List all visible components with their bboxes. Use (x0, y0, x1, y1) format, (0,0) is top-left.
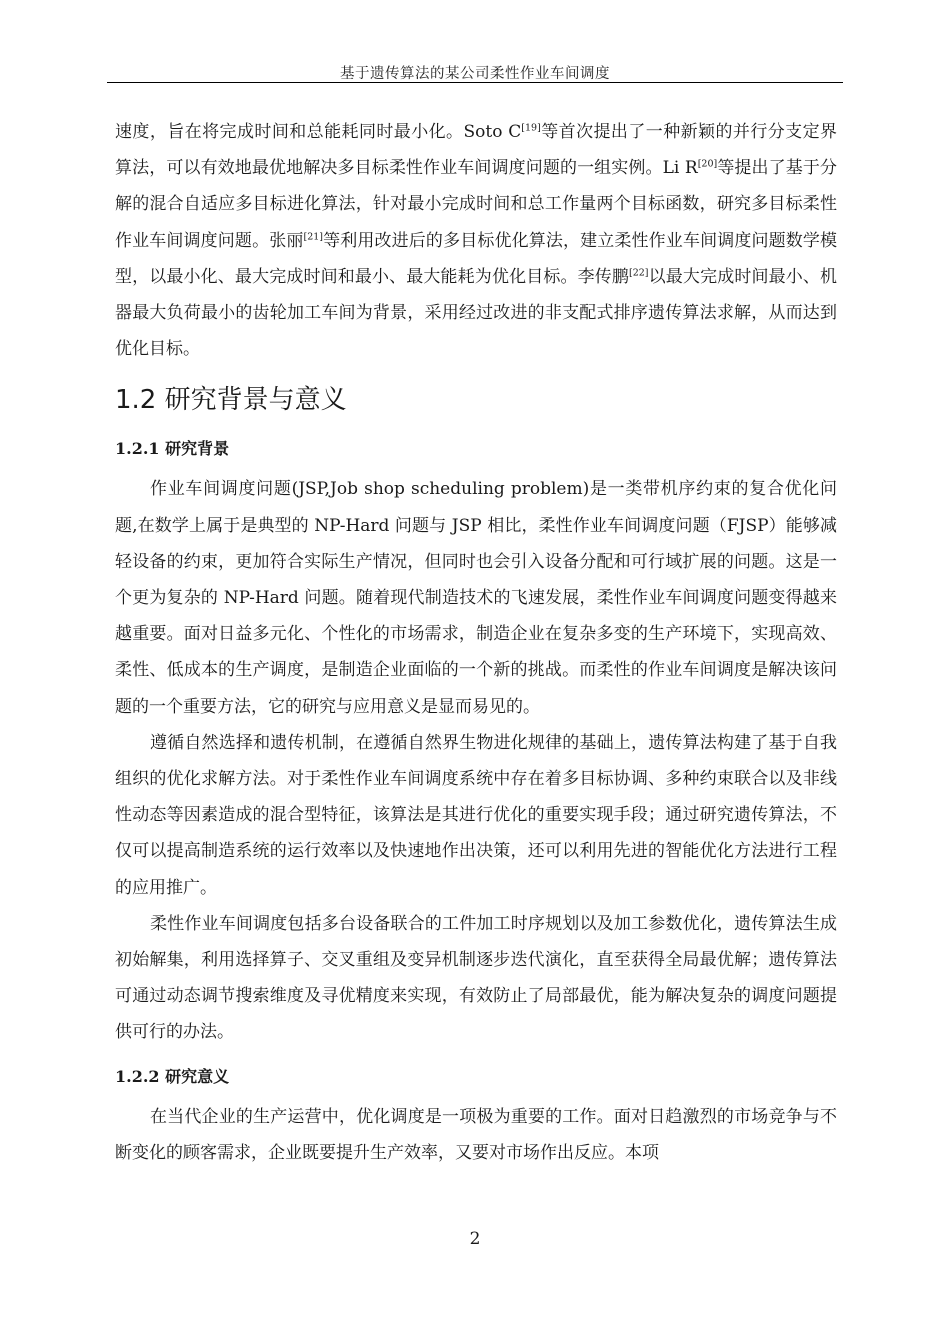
citation-20: [20] (697, 158, 718, 170)
citation-22: [22] (629, 267, 649, 279)
section-heading: 1.2 研究背景与意义 (115, 385, 347, 416)
intro-text-2: 等首次提出了一种新颖的并行分支定界算法，可以有效地最优地解决多目标柔性作业车间调度问题的一组实例。Li R (115, 122, 838, 179)
intro-text-4: 等利用改进后的多目标优化算法，建立柔性作业车间调度问题数学模型，以最小化、最大完成时间和最小、最大能耗为优化目标。李传鹏 (115, 230, 838, 287)
background-paragraph-1: 作业车间调度问题(JSP,Job shop scheduling problem)是一类带机序约束的复合优化问题,在数学上属于是典型的 NP-Hard 问题与 JSP 相比，柔性作业车间调度问题（FJSP）能够减轻设备的约束，更加符合实际生产情况，但同时也会引入设备分配和可行域扩展的问题。这是一个更为复杂的 NP-Hard 问题。随着现代制造技术的飞速发展，柔性作业车间调度问题变得越来越重要。面对日益多元化、个性化的市场需求，制造企业在复杂多变的生产环境下，实现高效、柔性、低成本的生产调度，是制造企业面临的一个新的挑战。而柔性的作业车间调度是解决该问题的一个重要方法，它的研究与应用意义是显而易见的。 (115, 479, 837, 717)
citation-21: [21] (303, 230, 323, 242)
intro-text-5: 以最大完成时间最小、机器最大负荷最小的齿轮加工车间为背景，采用经过改进的非支配式排序遗传算法求解，从而达到优化目标。 (115, 266, 838, 360)
background-paragraph-2: 遵循自然选择和遗传机制，在遵循自然界生物进化规律的基础上，遗传算法构建了基于自我组织的优化求解方法。对于柔性作业车间调度系统中存在着多目标协调、多种约束联合以及非线性动态等因素造成的混合型特征，该算法是其进行优化的重要实现手段；通过研究遗传算法，不仅可以提高制造系统的运行效率以及快速地作出决策，还可以利用先进的智能优化方法进行工程的应用推广。 (115, 732, 837, 898)
header-rule (107, 82, 843, 83)
subsection-heading-background: 1.2.1 研究背景 (115, 439, 230, 459)
page-body (115, 114, 837, 1171)
intro-paragraph (115, 114, 837, 367)
page-number: 2 (469, 1229, 481, 1249)
citation-19: [19] (521, 122, 541, 134)
intro-text-3: 等提出了基于分解的混合自适应多目标进化算法，针对最小完成时间和总工作量两个目标函数，研究多目标柔性作业车间调度问题。张丽 (115, 158, 837, 251)
significance-paragraph-1: 在当代企业的生产运营中，优化调度是一项极为重要的工作。面对日趋激烈的市场竞争与不断变化的顾客需求，企业既要提升生产效率，又要对市场作出反应。本项 (115, 1106, 837, 1163)
intro-text-1: 速度，旨在将完成时间和总能耗同时最小化。Soto C (115, 122, 522, 142)
running-header: 基于遗传算法的某公司柔性作业车间调度 (340, 66, 610, 82)
subsection-heading-significance: 1.2.2 研究意义 (115, 1066, 230, 1086)
background-paragraph-3: 柔性作业车间调度包括多台设备联合的工件加工时序规划以及加工参数优化，遗传算法生成初始解集，利用选择算子、交叉重组及变异机制逐步迭代演化，直至获得全局最优解；遗传算法可通过动态调节搜索维度及寻优精度来实现，有效防止了局部最优，能为解决复杂的调度问题提供可行的办法。 (115, 913, 837, 1043)
